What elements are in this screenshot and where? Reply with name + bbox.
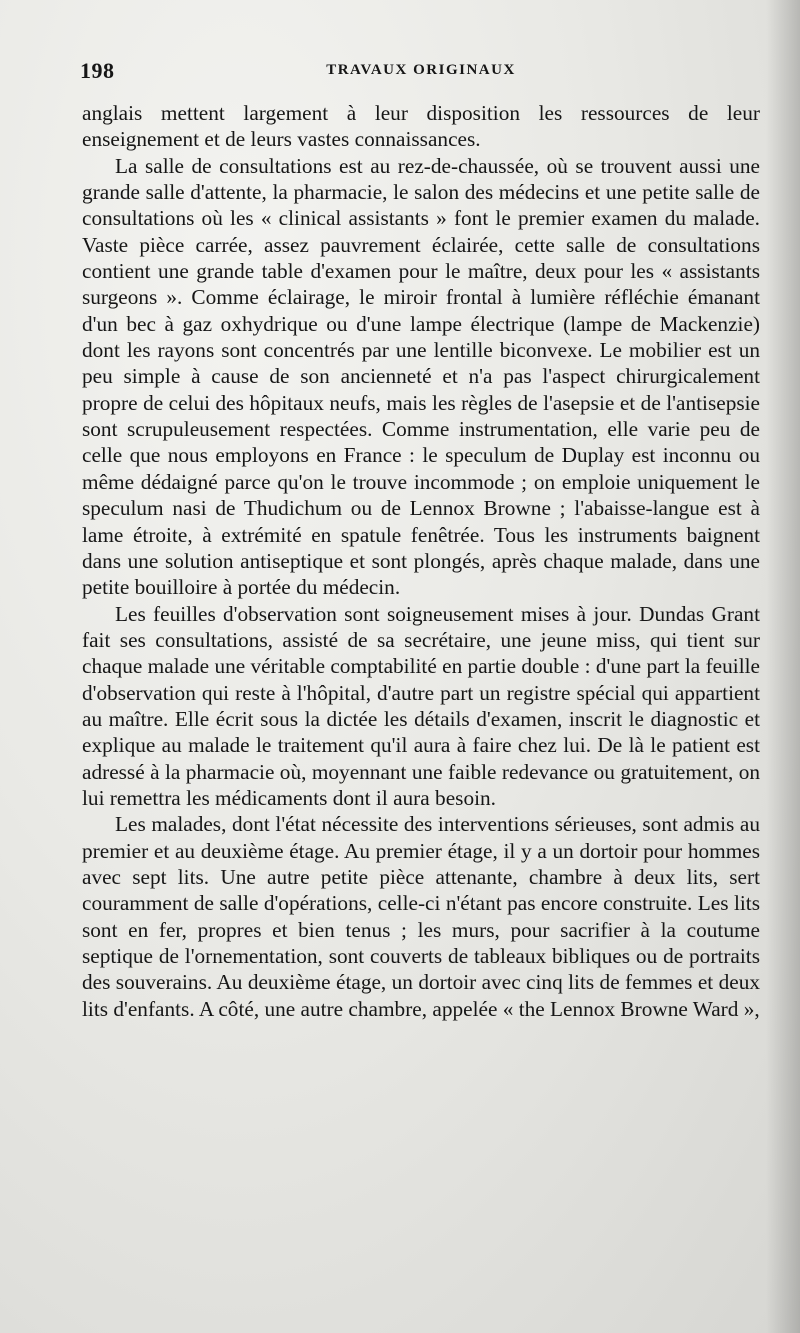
paragraph-observation-sheets: Les feuilles d'observation sont soigneusement mises à jour. Dundas Grant fait ses consultations, assisté de sa secrétaire, une jeune miss, qui tient sur chaque malade une véritable comptabilité en partie double : d'une part la feuille d'observation qui reste à l'hôpital, d'autre part un registre spécial qui appartient au maître. Elle écrit sous la dictée les détails d'examen, inscrit le diagnostic et explique au malade le traitement qu'il aura à faire chez lui. De là le patient est adressé à la pharmacie où, moyennant une faible redevance ou gratuitement, on lui remettra les médicaments dont il aura besoin. xyxy=(82,601,760,810)
paragraph-wards: Les malades, dont l'état nécessite des interventions sérieuses, sont admis au premier et au deuxième étage. Au premier étage, il y a un dortoir pour hommes avec sept lits. Une autre petite pièce attenante, chambre à deux lits, sert couramment de salle d'opérations, celle-ci n'étant pas encore construite. Les lits sont en fer, propres et bien tenus ; les murs, pour sacrifier à la coutume septique de l'ornementation, sont couverts de tableaux bibliques ou de portraits des souverains. Au deuxième étage, un dortoir avec cinq lits de femmes et deux lits d'enfants. A côté, une autre chambre, appelée « the Lennox Browne Ward », xyxy=(82,812,760,1021)
running-head: TRAVAUX ORIGINAUX xyxy=(326,62,516,78)
paragraph-continuation: anglais mettent largement à leur disposition les ressources de leur enseignement et de leurs vastes connaissances. xyxy=(82,101,760,152)
page-number: 198 xyxy=(80,58,115,83)
body-text xyxy=(82,100,760,1022)
paragraph-consultation-room: La salle de consultations est au rez-de-chaussée, où se trouvent aussi une grande salle d'attente, la pharmacie, le salon des médecins et une petite salle de consultations où les « clinical assistants » font le premier examen du malade. Vaste pièce carrée, assez pauvrement éclairée, cette salle de consultations contient une grande table d'examen pour le maître, deux pour les « assistants surgeons ». Comme éclairage, le miroir frontal à lumière réfléchie émanant d'un bec à gaz oxhydrique ou d'une lampe électrique (lampe de Mackenzie) dont les rayons sont concentrés par une lentille biconvexe. Le mobilier est un peu simple à cause de son ancienneté et n'a pas l'aspect chirurgicalement propre de celui des hôpitaux neufs, mais les règles de l'asepsie et de l'antisepsie sont scrupuleusement respectées. Comme instrumentation, elle varie peu de celle que nous employons en France : le speculum de Duplay est inconnu ou même dédaigné parce qu'on le trouve incommode ; on emploie uniquement le speculum nasi de Thudichum ou de Lennox Browne ; l'abaisse-langue est à lame étroite, à extrémité en spatule fenêtrée. Tous les instruments baignent dans une solution antiseptique et sont plongés, après chaque malade, dans une petite bouilloire à portée du médecin. xyxy=(82,153,760,600)
page-header xyxy=(80,58,762,86)
